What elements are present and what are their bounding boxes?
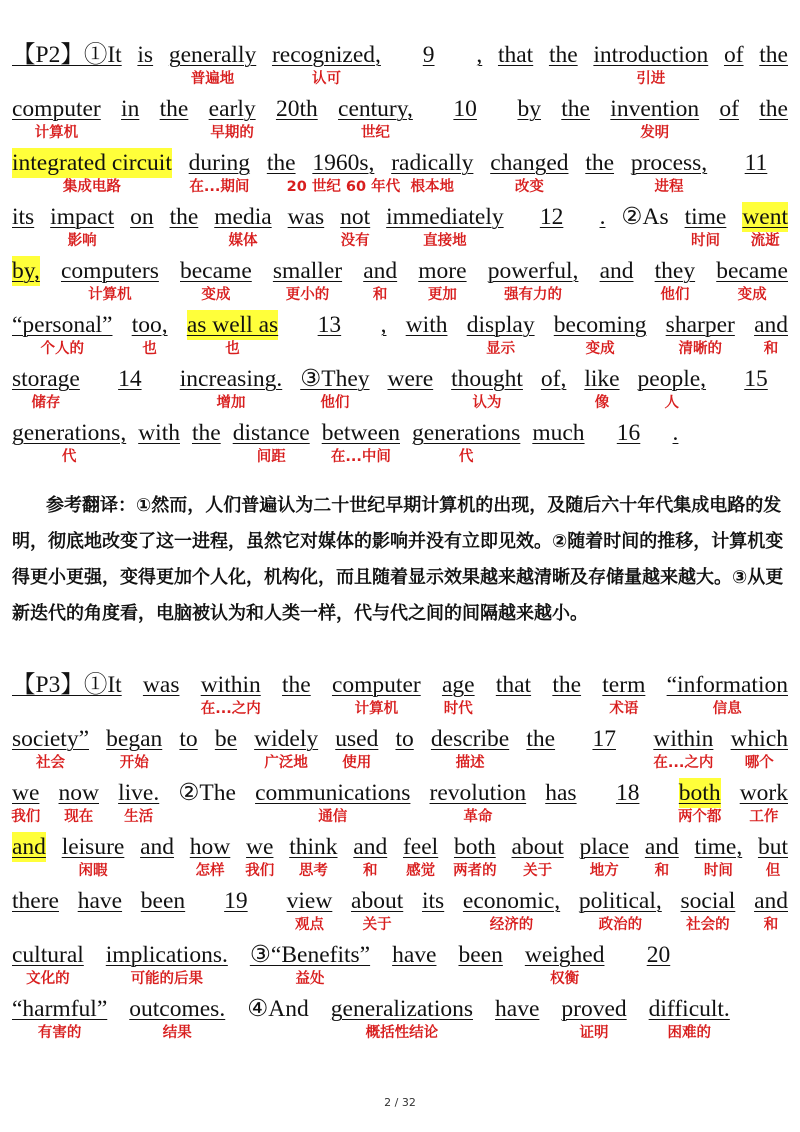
english-word: ③“Benefits” xyxy=(249,942,371,968)
english-word: the xyxy=(585,150,615,176)
english-word: “information xyxy=(666,672,788,698)
text-line xyxy=(12,310,788,364)
english-word: between xyxy=(321,420,400,446)
english-word: with xyxy=(138,420,180,446)
english-word: been xyxy=(458,942,503,968)
chinese-gloss: 两者的 xyxy=(453,863,497,879)
english-word: too, xyxy=(131,312,168,338)
chinese-gloss: 代 xyxy=(61,449,77,465)
english-word: the xyxy=(552,672,582,698)
english-word: have xyxy=(392,942,437,968)
english-word: leisure xyxy=(61,834,125,860)
blank-number: 12 xyxy=(539,204,564,230)
english-word: during xyxy=(188,150,251,176)
english-word: impact xyxy=(50,204,115,230)
english-word: we xyxy=(246,834,274,860)
page-number: 2 / 32 xyxy=(384,1096,416,1109)
english-word: generations, xyxy=(12,420,127,446)
english-word: ②As xyxy=(621,204,669,230)
chinese-gloss: 地方 xyxy=(589,863,619,879)
text-line xyxy=(12,94,788,148)
english-word: the xyxy=(759,42,788,68)
english-word: was xyxy=(287,204,325,230)
english-word: is xyxy=(137,42,154,68)
english-word: more xyxy=(418,258,467,284)
chinese-gloss: 两个都 xyxy=(677,809,722,825)
english-word: . xyxy=(599,204,606,230)
english-word: and xyxy=(353,834,388,860)
chinese-gloss: 引进 xyxy=(636,71,666,87)
english-word: in xyxy=(121,96,140,122)
chinese-gloss: 影响 xyxy=(67,233,97,249)
text-line xyxy=(12,724,788,778)
english-word: people, xyxy=(637,366,707,392)
english-word: they xyxy=(654,258,696,284)
english-word: changed xyxy=(490,150,569,176)
text-line xyxy=(12,202,788,256)
chinese-gloss: 更小的 xyxy=(285,287,330,303)
chinese-gloss: 困难的 xyxy=(667,1025,711,1041)
chinese-gloss: 时间 xyxy=(703,863,733,879)
english-word: outcomes. xyxy=(129,996,226,1022)
text-line xyxy=(12,40,788,94)
english-word: the xyxy=(759,96,788,122)
english-word: . xyxy=(672,420,679,446)
english-word: proved xyxy=(561,996,627,1022)
english-word: were xyxy=(387,366,434,392)
english-word: was xyxy=(142,672,180,698)
english-word: and xyxy=(599,258,634,284)
chinese-gloss: 文化的 xyxy=(26,971,70,987)
english-word: place xyxy=(579,834,630,860)
blank-number: 20 xyxy=(646,942,671,968)
english-word: not xyxy=(340,204,371,230)
chinese-gloss: 信息 xyxy=(712,701,742,717)
text-line xyxy=(12,148,788,202)
chinese-gloss: 感觉 xyxy=(406,863,436,879)
english-word: age xyxy=(441,672,475,698)
english-word: that xyxy=(497,42,534,68)
english-word: went xyxy=(742,204,788,230)
chinese-gloss: 但 xyxy=(765,863,781,879)
chinese-gloss: 20 世纪 60 年代 xyxy=(286,179,401,195)
english-word: and xyxy=(12,834,46,860)
chinese-gloss: 个人的 xyxy=(40,341,84,357)
english-word: but xyxy=(757,834,788,860)
chinese-gloss: 他们 xyxy=(660,287,690,303)
chinese-gloss: 我们 xyxy=(245,863,275,879)
chinese-gloss: 描述 xyxy=(455,755,485,771)
english-word: increasing. xyxy=(179,366,283,392)
text-line xyxy=(12,364,788,418)
english-word: generalizations xyxy=(330,996,474,1022)
english-word: within xyxy=(200,672,261,698)
chinese-gloss: 间距 xyxy=(256,449,286,465)
english-word: time, xyxy=(694,834,743,860)
english-word: been xyxy=(140,888,186,914)
english-word: radically xyxy=(391,150,474,176)
english-word: 1960s, xyxy=(312,150,375,176)
english-word: “harmful” xyxy=(12,996,108,1022)
english-word: generations xyxy=(412,420,521,446)
chinese-gloss: 和 xyxy=(654,863,670,879)
english-word: and xyxy=(140,834,175,860)
english-word: how xyxy=(189,834,231,860)
english-word: of xyxy=(723,42,744,68)
english-word: and xyxy=(363,258,398,284)
english-word: computers xyxy=(60,258,159,284)
chinese-gloss: 关于 xyxy=(362,917,392,933)
english-word: process, xyxy=(630,150,708,176)
english-word: thought xyxy=(451,366,523,392)
chinese-gloss: 在...之内 xyxy=(653,755,714,771)
english-word: and xyxy=(644,834,679,860)
english-word: which xyxy=(730,726,788,752)
english-word: both xyxy=(678,780,721,806)
english-word: smaller xyxy=(272,258,343,284)
blank-number: 11 xyxy=(744,150,768,176)
chinese-gloss: 关于 xyxy=(523,863,553,879)
chinese-gloss: 生活 xyxy=(124,809,154,825)
english-word: political, xyxy=(578,888,662,914)
english-word: computer xyxy=(331,672,421,698)
blank-number: 13 xyxy=(317,312,342,338)
chinese-gloss: 哪个 xyxy=(744,755,774,771)
english-word: generally xyxy=(168,42,257,68)
chinese-gloss: 结果 xyxy=(162,1025,192,1041)
english-word: on xyxy=(130,204,154,230)
english-word: sharper xyxy=(665,312,735,338)
english-word: the xyxy=(169,204,199,230)
english-word: and xyxy=(754,312,788,338)
blank-number: 9 xyxy=(422,42,435,68)
english-word: difficult. xyxy=(648,996,730,1022)
chinese-gloss: 也 xyxy=(142,341,157,357)
chinese-gloss: 储存 xyxy=(31,395,61,411)
chinese-gloss: 他们 xyxy=(320,395,350,411)
chinese-gloss: 在...中间 xyxy=(330,449,391,465)
chinese-gloss: 像 xyxy=(594,395,610,411)
english-word: view xyxy=(286,888,333,914)
chinese-gloss: 政治的 xyxy=(598,917,643,933)
english-word: invention xyxy=(610,96,700,122)
english-word: display xyxy=(466,312,535,338)
chinese-gloss: 和 xyxy=(372,287,388,303)
english-word: to xyxy=(179,726,198,752)
english-word: its xyxy=(12,204,35,230)
english-word: becoming xyxy=(553,312,647,338)
translation-text: ①然而，人们普遍认为二十世纪早期计算机的出现，及随后六十年代集成电路的发明，彻底地改变了这一进程，虽然它对媒体的影响并没有立即见效。②随着时间的推移，计算机变得更小更强，变得更加个人化，机构化，而且随着显示效果越来越清晰及存储量越来越大。③从更新迭代的角度看，电脑被认为和人类一样，代与代之间的间隔越来越小。 xyxy=(12,495,784,624)
english-word: economic, xyxy=(462,888,561,914)
chinese-gloss: 时代 xyxy=(443,701,473,717)
chinese-gloss: 早期的 xyxy=(210,125,254,141)
text-line xyxy=(12,778,788,832)
chinese-gloss: 直接地 xyxy=(423,233,467,249)
english-word: of, xyxy=(540,366,567,392)
chinese-gloss: 根本地 xyxy=(410,179,455,195)
chinese-gloss: 计算机 xyxy=(34,125,79,141)
chinese-gloss: 有害的 xyxy=(37,1025,82,1041)
english-word: the xyxy=(159,96,189,122)
english-word: immediately xyxy=(386,204,504,230)
chinese-gloss: 在...期间 xyxy=(189,179,250,195)
chinese-gloss: 现在 xyxy=(64,809,94,825)
chinese-gloss: 计算机 xyxy=(88,287,132,303)
chinese-gloss: 开始 xyxy=(119,755,149,771)
english-word: within xyxy=(653,726,714,752)
chinese-gloss: 益处 xyxy=(295,971,325,987)
chinese-gloss: 发明 xyxy=(640,125,670,141)
chinese-gloss: 思考 xyxy=(298,863,328,879)
chinese-gloss: 社会 xyxy=(36,755,65,771)
chinese-gloss: 概括性结论 xyxy=(365,1025,439,1041)
chinese-gloss: 经济的 xyxy=(489,917,534,933)
chinese-gloss: 计算机 xyxy=(354,701,399,717)
chinese-gloss: 革命 xyxy=(463,809,493,825)
english-word: feel xyxy=(402,834,439,860)
english-word: as well as xyxy=(186,312,279,338)
chinese-gloss: 可能的后果 xyxy=(130,971,204,987)
english-word: computer xyxy=(12,96,101,122)
translation-label: 参考翻译： xyxy=(46,495,136,516)
text-line xyxy=(12,418,788,472)
english-word: revolution xyxy=(429,780,527,806)
blank-number: 15 xyxy=(744,366,768,392)
english-word: the xyxy=(548,42,578,68)
chinese-gloss: 普遍地 xyxy=(190,71,235,87)
chinese-gloss: 术语 xyxy=(609,701,639,717)
english-word: term xyxy=(602,672,646,698)
chinese-gloss: 使用 xyxy=(342,755,372,771)
english-word: and xyxy=(754,888,788,914)
english-word: communications xyxy=(255,780,411,806)
english-word: have xyxy=(77,888,123,914)
english-word: has xyxy=(545,780,577,806)
english-word: think xyxy=(289,834,338,860)
english-word: about xyxy=(511,834,564,860)
chinese-gloss: 集成电路 xyxy=(62,179,121,195)
chinese-gloss: 证明 xyxy=(579,1025,609,1041)
chinese-gloss: 怎样 xyxy=(195,863,225,879)
english-word: by xyxy=(517,96,541,122)
english-word: of xyxy=(719,96,739,122)
english-word: 20th xyxy=(275,96,318,122)
english-word: by, xyxy=(12,258,40,284)
english-word: weighed xyxy=(524,942,605,968)
english-word: there xyxy=(12,888,59,914)
english-word: much xyxy=(532,420,585,446)
chinese-gloss: 进程 xyxy=(654,179,684,195)
blank-number: 18 xyxy=(615,780,640,806)
english-word: with xyxy=(405,312,448,338)
english-word: early xyxy=(208,96,256,122)
chinese-gloss: 和 xyxy=(763,917,779,933)
english-word: used xyxy=(335,726,379,752)
english-word: describe xyxy=(430,726,510,752)
paragraph-p3 xyxy=(12,670,788,1048)
text-line xyxy=(12,940,788,994)
chinese-gloss: 代 xyxy=(458,449,474,465)
english-word: 【P3】①It xyxy=(12,672,122,698)
english-word: storage xyxy=(12,366,80,392)
english-word: social xyxy=(680,888,736,914)
english-word: now xyxy=(58,780,99,806)
text-line xyxy=(12,256,788,310)
chinese-gloss: 时间 xyxy=(690,233,720,249)
english-word: became xyxy=(180,258,252,284)
english-word: century, xyxy=(338,96,413,122)
english-word: be xyxy=(214,726,238,752)
chinese-gloss: 世纪 xyxy=(360,125,390,141)
english-word: about xyxy=(351,888,404,914)
chinese-gloss: 观点 xyxy=(294,917,324,933)
english-word: the xyxy=(526,726,556,752)
chinese-gloss: 显示 xyxy=(486,341,516,357)
english-word: recognized, xyxy=(271,42,381,68)
english-word: powerful, xyxy=(487,258,579,284)
chinese-gloss: 人 xyxy=(664,395,680,411)
chinese-gloss: 改变 xyxy=(514,179,544,195)
english-word: we xyxy=(12,780,40,806)
english-word: media xyxy=(214,204,272,230)
english-word: ③They xyxy=(300,366,370,392)
chinese-gloss: 认可 xyxy=(311,71,341,87)
english-word: , xyxy=(476,42,483,68)
chinese-gloss: 闲暇 xyxy=(78,863,108,879)
english-word: distance xyxy=(232,420,310,446)
english-word: time xyxy=(684,204,727,230)
chinese-gloss: 和 xyxy=(363,863,378,879)
blank-number: 10 xyxy=(453,96,477,122)
english-word: work xyxy=(739,780,788,806)
english-word: the xyxy=(191,420,221,446)
english-word: like xyxy=(584,366,620,392)
text-line xyxy=(12,994,788,1048)
english-word: introduction xyxy=(593,42,709,68)
chinese-gloss: 没有 xyxy=(340,233,370,249)
chinese-gloss: 变成 xyxy=(585,341,615,357)
english-word: ④And xyxy=(247,996,309,1022)
chinese-gloss: 也 xyxy=(225,341,240,357)
english-word: society” xyxy=(12,726,89,752)
english-word: began xyxy=(106,726,163,752)
english-word: to xyxy=(395,726,414,752)
chinese-gloss: 社会的 xyxy=(686,917,730,933)
english-word: became xyxy=(716,258,788,284)
chinese-gloss: 认为 xyxy=(472,395,502,411)
english-word: its xyxy=(421,888,445,914)
english-word: the xyxy=(282,672,311,698)
blank-number: 19 xyxy=(224,888,248,914)
english-word: that xyxy=(495,672,532,698)
english-word: integrated circuit xyxy=(12,150,172,176)
chinese-gloss: 权衡 xyxy=(550,971,580,987)
chinese-gloss: 强有力的 xyxy=(504,287,563,303)
reference-translation xyxy=(12,488,788,632)
chinese-gloss: 广泛地 xyxy=(264,755,308,771)
english-word: , xyxy=(380,312,387,338)
chinese-gloss: 增加 xyxy=(216,395,246,411)
chinese-gloss: 在...之内 xyxy=(200,701,261,717)
english-word: ②The xyxy=(178,780,236,806)
english-word: cultural xyxy=(12,942,84,968)
chinese-gloss: 变成 xyxy=(737,287,767,303)
chinese-gloss: 变成 xyxy=(201,287,231,303)
english-word: “personal” xyxy=(12,312,113,338)
chinese-gloss: 通信 xyxy=(318,809,348,825)
chinese-gloss: 更加 xyxy=(427,287,457,303)
blank-number: 16 xyxy=(616,420,641,446)
blank-number: 17 xyxy=(592,726,616,752)
english-word: the xyxy=(266,150,296,176)
english-word: have xyxy=(495,996,540,1022)
text-line xyxy=(12,832,788,886)
text-line xyxy=(12,670,788,724)
english-word: 【P2】①It xyxy=(12,42,122,68)
english-word: implications. xyxy=(105,942,228,968)
english-word: live. xyxy=(118,780,160,806)
paragraph-p2 xyxy=(12,40,788,472)
chinese-gloss: 媒体 xyxy=(228,233,258,249)
chinese-gloss: 和 xyxy=(763,341,779,357)
text-line xyxy=(12,886,788,940)
chinese-gloss: 我们 xyxy=(11,809,41,825)
chinese-gloss: 清晰的 xyxy=(678,341,722,357)
chinese-gloss: 工作 xyxy=(749,809,779,825)
blank-number: 14 xyxy=(118,366,142,392)
english-word: both xyxy=(453,834,496,860)
english-word: widely xyxy=(254,726,319,752)
chinese-gloss: 流逝 xyxy=(750,233,780,249)
english-word: the xyxy=(561,96,590,122)
